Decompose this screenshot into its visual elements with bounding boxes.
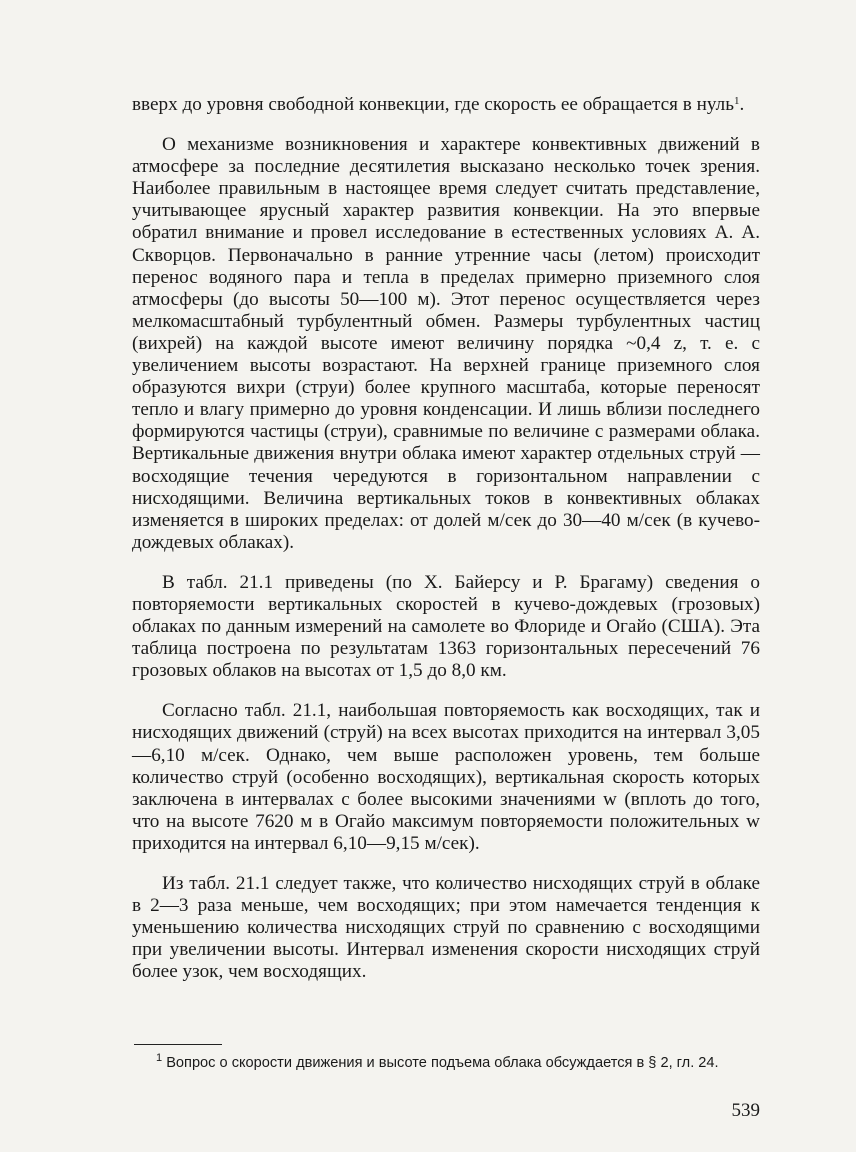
body-text [132,94,760,983]
paragraph-1-text: вверх до уровня свободной конвекции, где скорость ее обращается в нуль [132,94,734,115]
paragraph-1-tail: . [739,94,745,115]
footnote-text: Вопрос о скорости движения и высоте подъема облака обсуждается в § 2, гл. 24. [166,1055,719,1071]
paragraph-1 [132,94,760,116]
paragraph-4: Согласно табл. 21.1, наибольшая повторяемость как восходящих, так и нисходящих движений (струй) на всех высотах приходится на интервал 3,05—6,10 м/сек. Однако, чем выше расположен уровень, тем больше количество струй (особенно восходящих), вертикальная скорость которых заключена в интервалах с более высокими значениями w (вплоть до того, что на высоте 7620 м в Огайо максимум повторяемости положительных w приходится на интервал 6,10—9,15 м/сек). [132,700,760,854]
paragraph-5: Из табл. 21.1 следует также, что количество нисходящих струй в облаке в 2—3 раза меньше, чем восходящих; при этом намечается тенденция к уменьшению количества нисходящих струй по сравнению с восходящими при увеличении высоты. Интервал изменения скорости нисходящих струй более узок, чем восходящих. [132,873,760,983]
footnote [132,1054,760,1073]
paragraph-3: В табл. 21.1 приведены (по Х. Байерсу и Р. Брагаму) сведения о повторяемости вертикальных скоростей в кучево-дождевых (грозовых) облаках по данным измерений на самолете во Флориде и Огайо (США). Эта таблица построена по результатам 1363 горизонтальных пересечений 76 грозовых облаков на высотах от 1,5 до 8,0 км. [132,571,760,682]
paragraph-2: О механизме возникновения и характере конвективных движений в атмосфере за последние десятилетия высказано несколько точек зрения. Наиболее правильным в настоящее время следует считать представление, учитывающее ярусный характер развития конвекции. На это впервые обратил внимание и провел исследование в естественных условиях А. А. Скворцов. Первоначально в ранние утренние часы (летом) происходит перенос водяного пара и тепла в пределах примерно приземного слоя атмосферы (до высоты 50—100 м). Этот перенос осуществляется через мелкомасштабный турбулентный обмен. Размеры турбулентных частиц (вихрей) на каждой высоте имеют величину порядка ~0,4 z, т. е. с увеличением высоты возрастают. На верхней границе приземного слоя образуются вихри (струи) более крупного масштаба, которые переносят тепло и влагу примерно до уровня конденсации. И лишь вблизи последнего формируются частицы (струи), сравнимые по величине с размерами облака. Вертикальные движения внутри облака имеют характер отдельных струй — восходящие течения чередуются в горизонтальном направлении с нисходящими. Величина вертикальных токов в конвективных облаках изменяется в широких пределах: от долей м/сек до 30—40 м/сек (в кучево-дождевых облаках). [132,134,760,553]
footnote-divider [134,1044,222,1045]
page-number: 539 [731,1100,760,1121]
footnote-ref[interactable]: 1 [733,95,740,107]
footnote-marker: 1 [156,1052,163,1064]
